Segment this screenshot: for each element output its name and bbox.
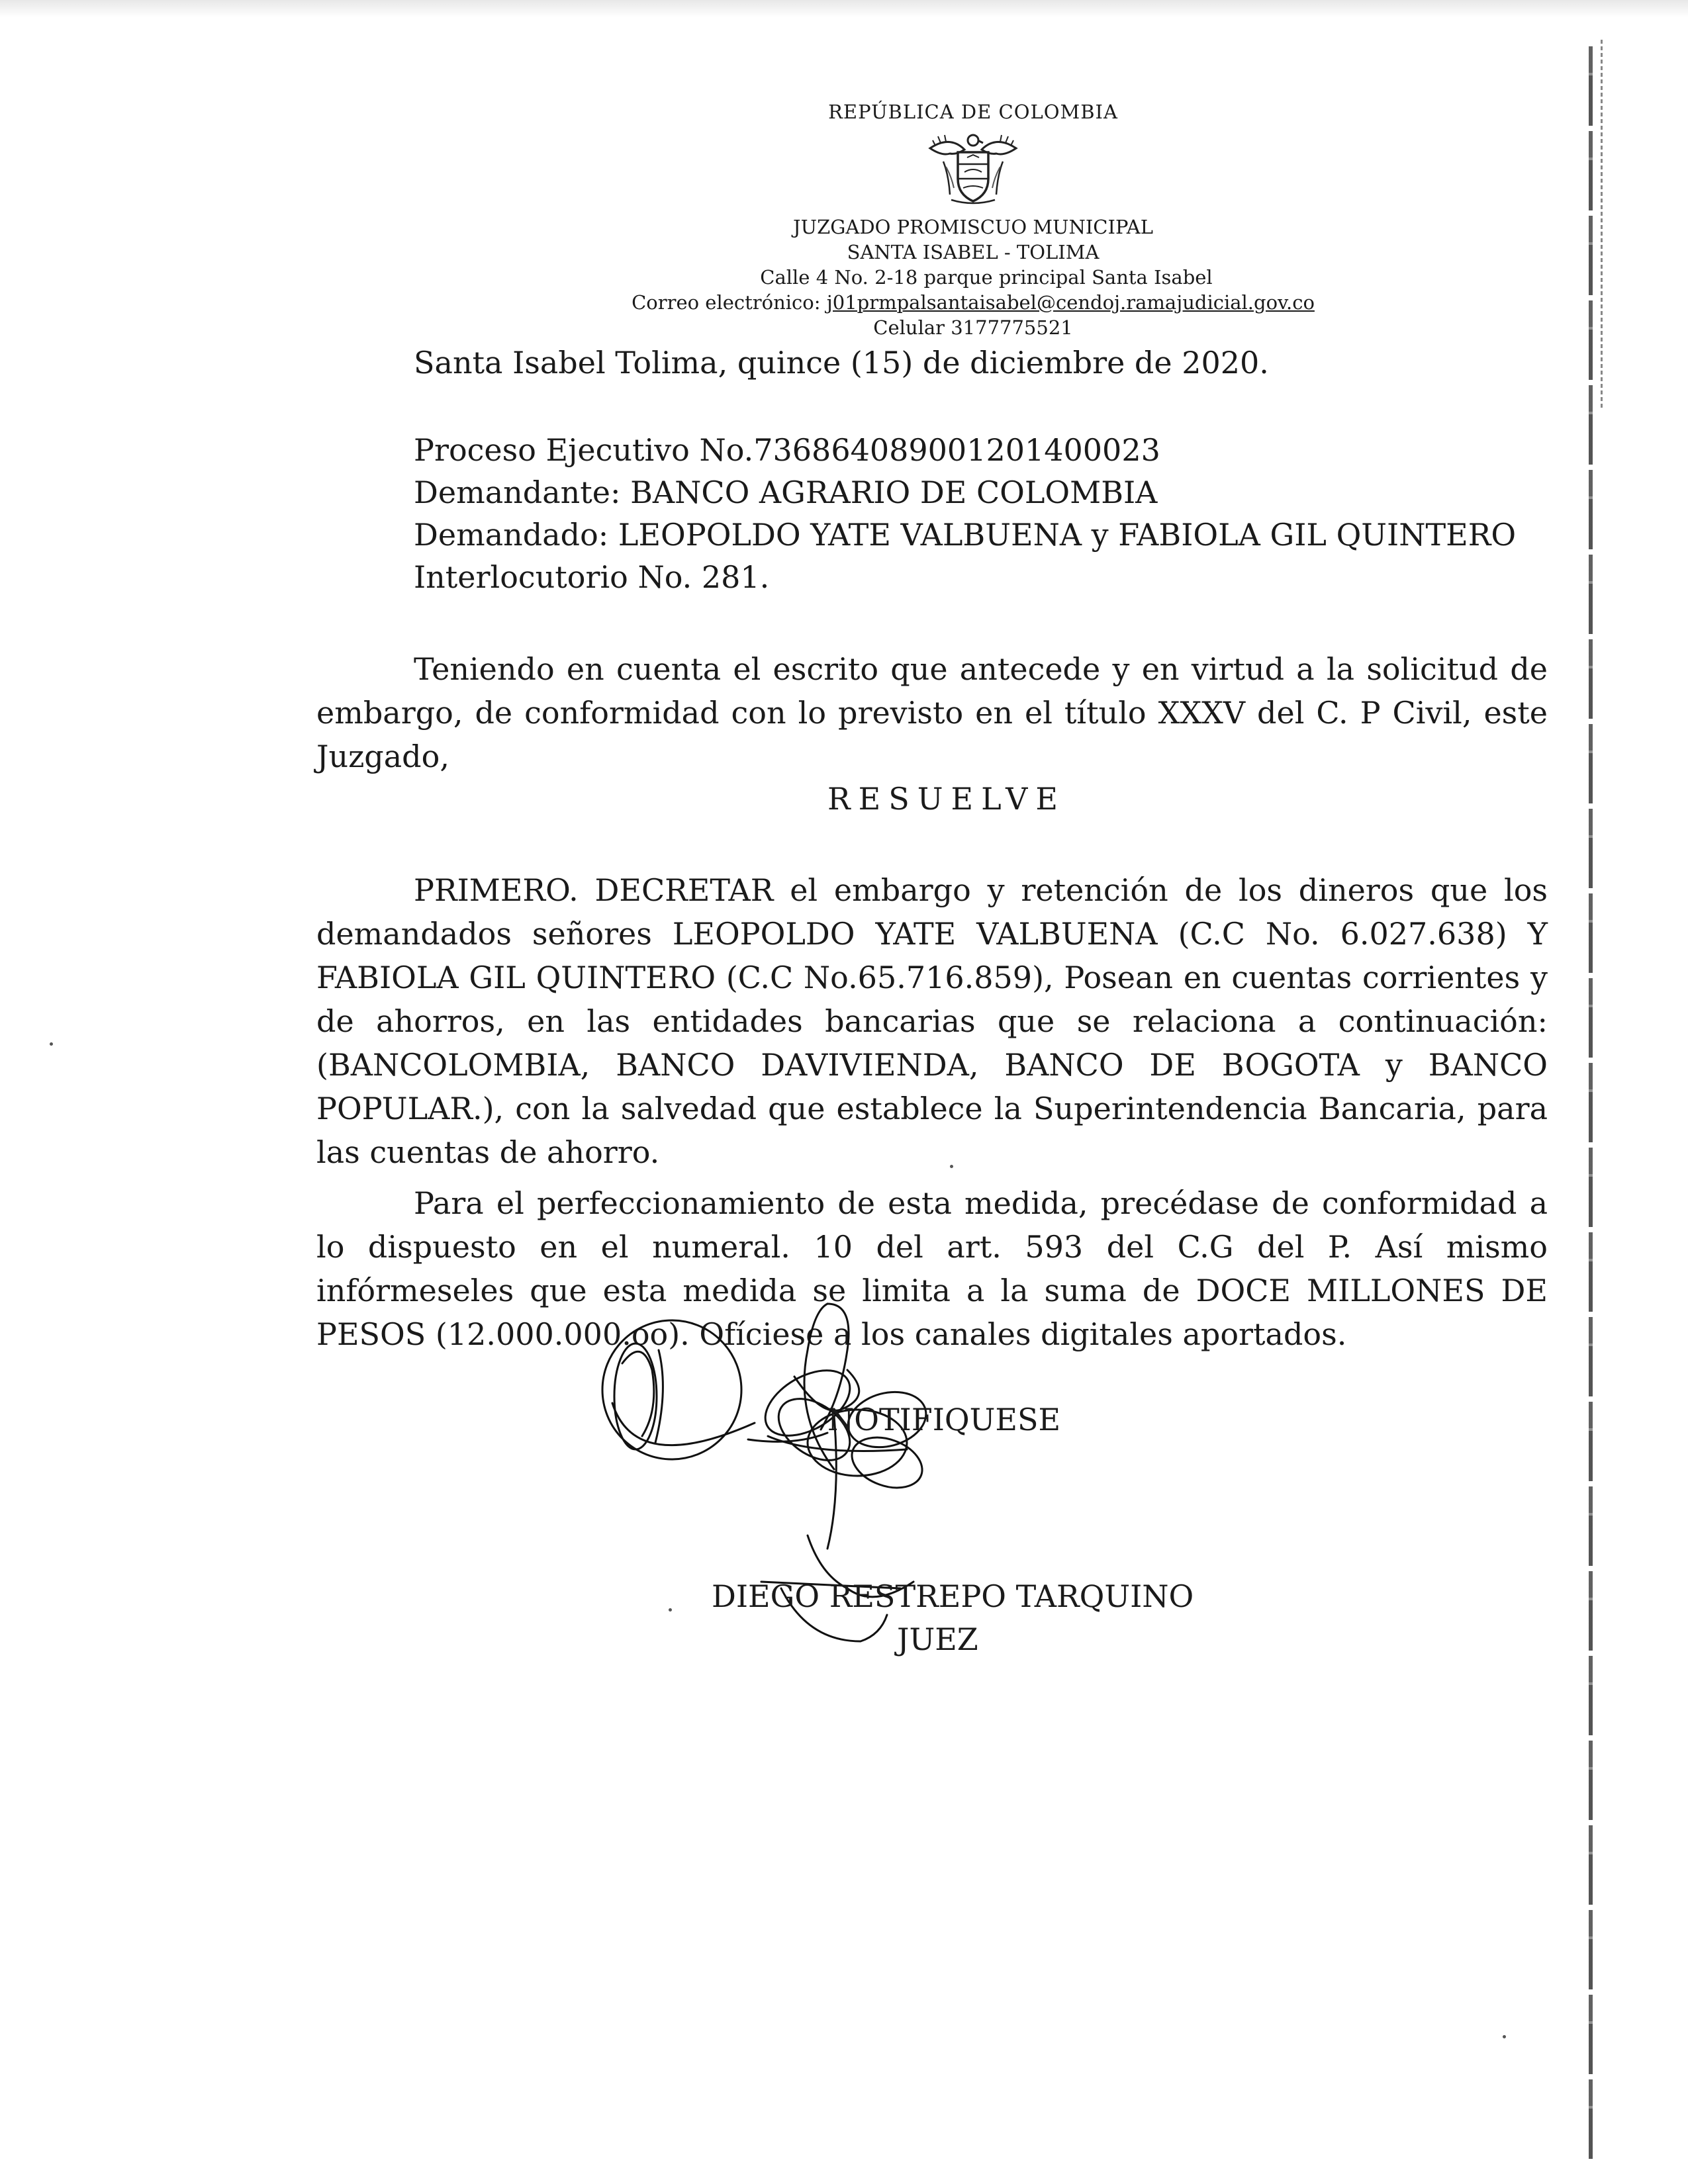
court-city: SANTA ISABEL - TOLIMA: [847, 241, 1100, 263]
letterhead: [583, 99, 1364, 340]
signer-title: JUEZ: [897, 1621, 978, 1657]
court-address: Calle 4 No. 2-18 parque principal Santa Isabel: [760, 266, 1213, 289]
scan-speck: [950, 1165, 953, 1168]
scan-edge-right: [1589, 46, 1593, 2164]
scan-speck: [50, 1042, 53, 1046]
country-heading: REPÚBLICA DE COLOMBIA: [828, 101, 1118, 123]
case-number: Proceso Ejecutivo No.736864089001201400023: [414, 432, 1160, 468]
resolution-heading: RESUELVE: [827, 781, 1066, 817]
court-phone: Celular 3177775521: [873, 316, 1073, 339]
defendant: Demandado: LEOPOLDO YATE VALBUENA y FABIOLA GIL QUINTERO: [414, 517, 1517, 553]
paragraph-execution: Para el perfeccionamiento de esta medida, precédase de conformidad a lo dispuesto en el numeral. 10 del art. 593 del C.G del P. Así mismo infórmeseles que esta medida se limita a la suma de DOCE MILLONES DE PESOS (12.000.000.oo). Ofíciese a los canales digitales aportados.: [316, 1185, 1548, 1352]
interlocutory-number: Interlocutorio No. 281.: [414, 559, 770, 595]
case-metadata: [414, 429, 1516, 598]
scan-edge-top: [0, 0, 1688, 17]
email-link[interactable]: j01prmpalsantaisabel@cendoj.ramajudicial.gov.co: [826, 291, 1315, 314]
coat-of-arms-icon: [923, 128, 1023, 208]
signer-name: DIEGO RESTREPO TARQUINO: [712, 1578, 1194, 1614]
paragraph-considerations: Teniendo en cuenta el escrito que antecede y en virtud a la solicitud de embargo, de conformidad con lo previsto en el título XXXV del C. P Civil, este Juzgado,: [316, 651, 1548, 774]
court-name: JUZGADO PROMISCUO MUNICIPAL: [793, 216, 1153, 238]
date-line: Santa Isabel Tolima, quince (15) de diciembre de 2020.: [414, 345, 1269, 381]
scan-edge-right-marks: [1601, 40, 1603, 410]
plaintiff: Demandante: BANCO AGRARIO DE COLOMBIA: [414, 475, 1158, 510]
scan-speck: [1503, 2035, 1506, 2038]
court-email-line: [583, 290, 1364, 315]
closing-notification: NOTIFIQUESE: [827, 1402, 1061, 1437]
email-label: Correo electrónico:: [632, 291, 827, 314]
scan-speck: [669, 1608, 672, 1612]
paragraph-first-order: PRIMERO. DECRETAR el embargo y retención de los dineros que los demandados señores LEOPOLDO YATE VALBUENA (C.C No. 6.027.638) Y FABIOLA GIL QUINTERO (C.C No.65.716.859), Posean en cuentas corrientes y de ahorros, en las entidades bancarias que se relaciona a continuación: (BANCOLOMBIA, BANCO DAVIVIENDA, BANCO DE BOGOTA y BANCO POPULAR.), con la salvedad que establece la Superintendencia Bancaria, para las cuentas de ahorro.: [316, 872, 1548, 1170]
